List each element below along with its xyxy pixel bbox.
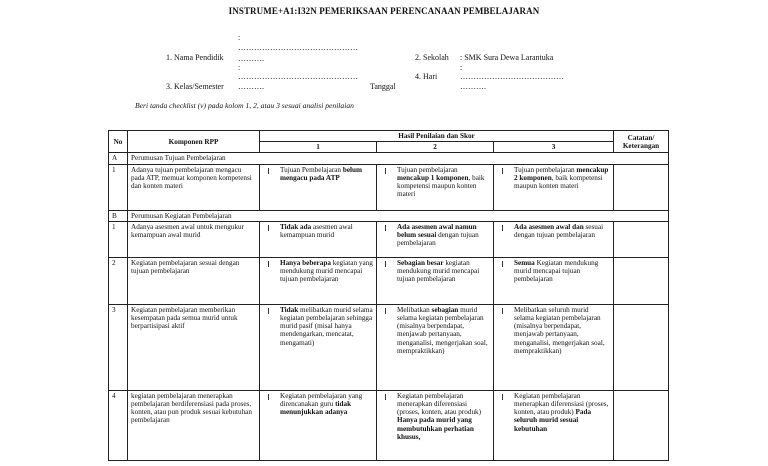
score-1-cell[interactable]: Tidak melibatkan murid selama kegiatan pembelajaran sehingga murid pasif (misal hanya mendengarkan, mencatat, mengamati) <box>260 304 377 390</box>
section-letter: B <box>109 210 128 221</box>
nama-pendidik-label: 1. Nama Pendidik <box>166 53 224 62</box>
table-header-row <box>109 131 669 142</box>
catatan-cell[interactable] <box>614 221 669 257</box>
colon: : <box>238 33 241 42</box>
hari-dots: ………………………………… <box>460 72 564 81</box>
table-row <box>109 257 669 304</box>
score-2-cell[interactable]: Kegiatan pembelajaran menerapkan diferensiasi (proses, konten, atau produk) Hanya pada murid yang membutuhkan perhatian khusus, <box>377 390 494 460</box>
header-hasil: Hasil Penilaian dan Skor <box>260 131 614 142</box>
tanggal-label: Tanggal <box>370 82 396 91</box>
score-1-cell[interactable]: Tujuan Pembelajaran belum mengacu pada ATP <box>260 164 377 210</box>
page-title: INSTRUME+A1:I32N PEMERIKSAAN PERENCANAAN PEMBELAJARAN <box>228 6 540 16</box>
score-3-cell[interactable]: Semua Kegiatan mendukung murid mencapai tujuan pembelajaran <box>494 257 614 304</box>
table-row <box>109 221 669 257</box>
score-3-cell[interactable]: Ada asesmen awal dan sesuai dengan tujuan pembelajaran <box>494 221 614 257</box>
score-2-cell[interactable]: Sebagian besar kegiatan mendukung murid mencapai tujuan pembelajaran <box>377 257 494 304</box>
row-komponen: Adanya asesmen awal untuk mengukur kemampuan awal murid <box>128 221 260 257</box>
header-score-1: 1 <box>260 142 377 153</box>
score-2-cell[interactable]: Ada asesmen awal namun belum sesuai dengan tujuan pembelajaran <box>377 221 494 257</box>
score-2-cell[interactable]: Melibatkan sebagian murid selama kegiatan pembelajaran (misalnya berpendapat, menjawab pertanyaan, menganalisi, mengerjakan soal, mempraktikkan) <box>377 304 494 390</box>
row-komponen: Adanya tujuan pembelajaran mengacu pada ATP, memuat komponen kompetensi dan konten materi <box>128 164 260 210</box>
kelas-dots-short: ………. <box>238 82 264 91</box>
section-title: Perumusan Kegiatan Pembelajaran <box>128 210 669 221</box>
sekolah-label: 2. Sekolah <box>415 53 449 62</box>
header-catatan: Catatan/ Keterangan <box>614 131 669 153</box>
score-1-cell[interactable]: Tidak ada asesmen awal kemampuan murid <box>260 221 377 257</box>
row-komponen: kegiatan pembelajaran menerapkan pembelajaran berdiferensiasi pada proses, konten, atau pun produk sesuai kebutuhan pembelajaran <box>128 390 260 460</box>
score-3-cell[interactable]: Tujuan pembelajaran mencakup 2 komponen, baik kompetensi maupun konten materi <box>494 164 614 210</box>
header-score-2: 2 <box>377 142 494 153</box>
score-1-cell[interactable]: Hanya beberapa kegiatan yang mendukung murid mencapai tujuan pembelajaran <box>260 257 377 304</box>
row-no: 1 <box>109 164 128 210</box>
section-row-b <box>109 210 669 221</box>
row-no: 2 <box>109 257 128 304</box>
row-no: 3 <box>109 304 128 390</box>
hari-label: 4. Hari <box>415 72 438 81</box>
kelas-label: 3. Kelas/Semester <box>166 82 224 91</box>
colon: : <box>238 63 241 72</box>
header-no: No <box>109 131 128 153</box>
assessment-table <box>108 130 669 461</box>
nama-pendidik-dots-short: ………. <box>238 54 264 63</box>
header-score-3: 3 <box>494 142 614 153</box>
section-row-a <box>109 153 669 164</box>
row-no: 1 <box>109 221 128 257</box>
section-letter: A <box>109 153 128 164</box>
colon: : <box>460 63 463 72</box>
table-row <box>109 390 669 460</box>
score-1-cell[interactable]: Kegiatan pembelajaran yang direncanakan guru tidak menunjukkan adanya <box>260 390 377 460</box>
table-row <box>109 304 669 390</box>
score-3-cell[interactable]: Kegiatan pembelajaran menerapkan diferensiasi (proses, konten, atau produk) Pada seluruh murid sesuai kebutuhan <box>494 390 614 460</box>
header-komponen: Komponen RPP <box>128 131 260 153</box>
sekolah-value: : SMK Sura Dewa Larantuka <box>460 53 554 62</box>
table-row <box>109 164 669 210</box>
kelas-dots: ……………………………………… <box>238 72 358 81</box>
catatan-cell[interactable] <box>614 304 669 390</box>
catatan-cell[interactable] <box>614 257 669 304</box>
row-no: 4 <box>109 390 128 460</box>
section-title: Perumusan Tujuan Pembelajaran <box>128 153 669 164</box>
row-komponen: Kegiatan pembelajaran memberikan kesempatan pada semua murid untuk berpartisipasi aktif <box>128 304 260 390</box>
nama-pendidik-dots: ……………………………………… <box>238 43 358 52</box>
instruction-text: Beri tanda checklist (v) pada kolom 1, 2, atau 3 sesuai analisi penilaian <box>135 101 354 110</box>
catatan-cell[interactable] <box>614 164 669 210</box>
score-2-cell[interactable]: Tujuan pembelajaran mencakup 1 komponen, baik kompetensi maupun konten materi <box>377 164 494 210</box>
hari-dots-short: ………. <box>460 82 486 91</box>
score-3-cell[interactable]: Melibatkan seluruh murid selama kegiatan pembelajaran (misalnya berpendapat, menjawab pertanyaan, menganalisi, mengerjakan soal, mempraktikkan) <box>494 304 614 390</box>
row-komponen: Kegiatan pembelajaran sesuai dengan tujuan pembelajaran <box>128 257 260 304</box>
catatan-cell[interactable] <box>614 390 669 460</box>
